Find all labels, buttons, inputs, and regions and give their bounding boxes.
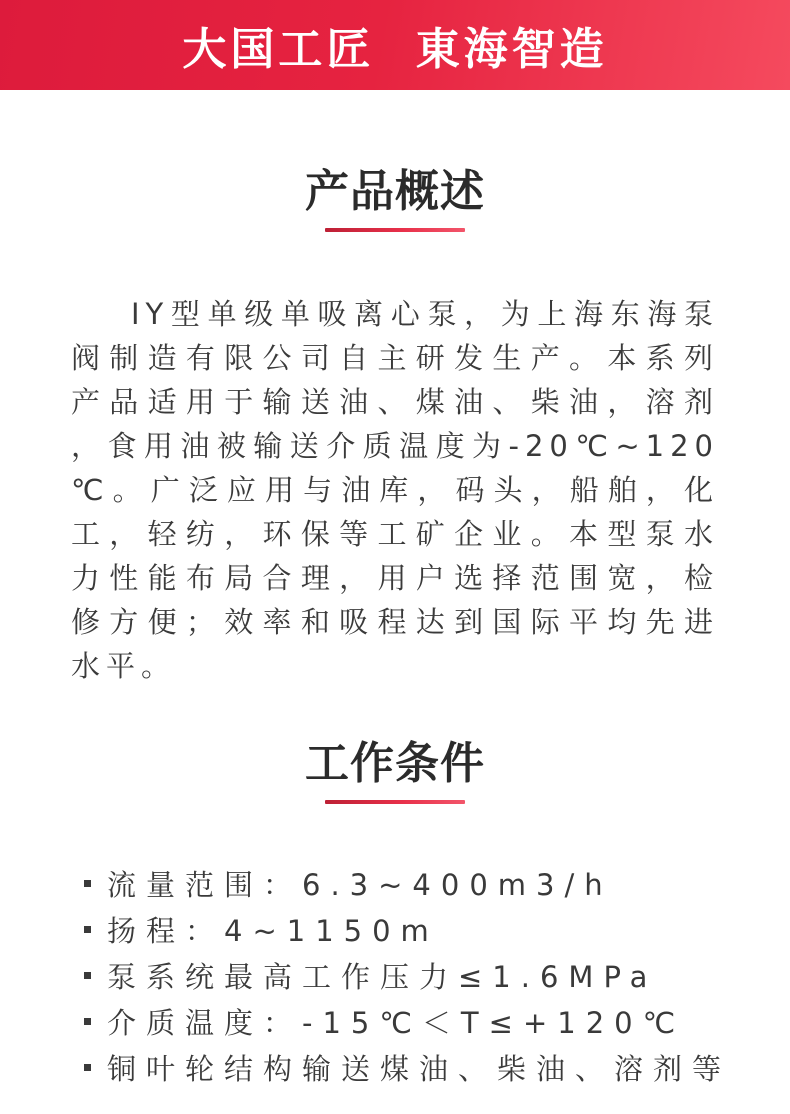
list-item	[84, 906, 790, 952]
list-item-text: 铜叶轮结构输送煤油、柴油、溶剂等	[107, 1051, 732, 1086]
paragraph-line: 修方便；效率和吸程达到国际平均先进	[71, 605, 719, 639]
paragraph-line: 工，轻纺，环保等工矿企业。本型泵水	[71, 517, 719, 551]
list-item-text: 流量范围：6.3~400m3/h	[107, 867, 613, 902]
paragraph-line: 力性能布局合理，用户选择范围宽，检	[71, 561, 719, 595]
section-working-conditions	[0, 738, 790, 1090]
list-item	[84, 1044, 790, 1090]
overview-title-underline	[325, 228, 465, 232]
bullet-icon	[84, 926, 91, 933]
paragraph-line: ，食用油被输送介质温度为-20℃~120	[71, 429, 719, 463]
paragraph-line: 水平。	[71, 649, 177, 683]
bullet-icon	[84, 880, 91, 887]
list-item-text: 扬程：4~1150m	[107, 913, 439, 948]
banner-title: 大国工匠 東海智造	[182, 24, 608, 75]
header-banner	[0, 0, 790, 90]
bullet-icon	[84, 1018, 91, 1025]
overview-section-title: 产品概述	[305, 166, 485, 217]
paragraph-line: ℃。广泛应用与油库，码头，船舶，化	[71, 473, 719, 507]
conditions-list	[84, 860, 790, 1090]
list-item	[84, 952, 790, 998]
list-item-text: 泵系统最高工作压力≤1.6MPa	[107, 959, 658, 994]
bullet-icon	[84, 1064, 91, 1071]
paragraph-line: IY型单级单吸离心泵，为上海东海泵	[131, 297, 719, 331]
paragraph-line: 产品适用于输送油、煤油、柴油，溶剂	[71, 385, 719, 419]
bullet-icon	[84, 972, 91, 979]
list-item	[84, 860, 790, 906]
list-item-text: 介质温度：-15℃＜T≤+120℃	[107, 1005, 686, 1040]
overview-paragraph	[71, 292, 719, 688]
conditions-title-underline	[325, 800, 465, 804]
conditions-section-title: 工作条件	[305, 738, 485, 789]
list-item	[84, 998, 790, 1044]
paragraph-line: 阀制造有限公司自主研发生产。本系列	[71, 341, 719, 375]
section-product-overview	[0, 166, 790, 688]
